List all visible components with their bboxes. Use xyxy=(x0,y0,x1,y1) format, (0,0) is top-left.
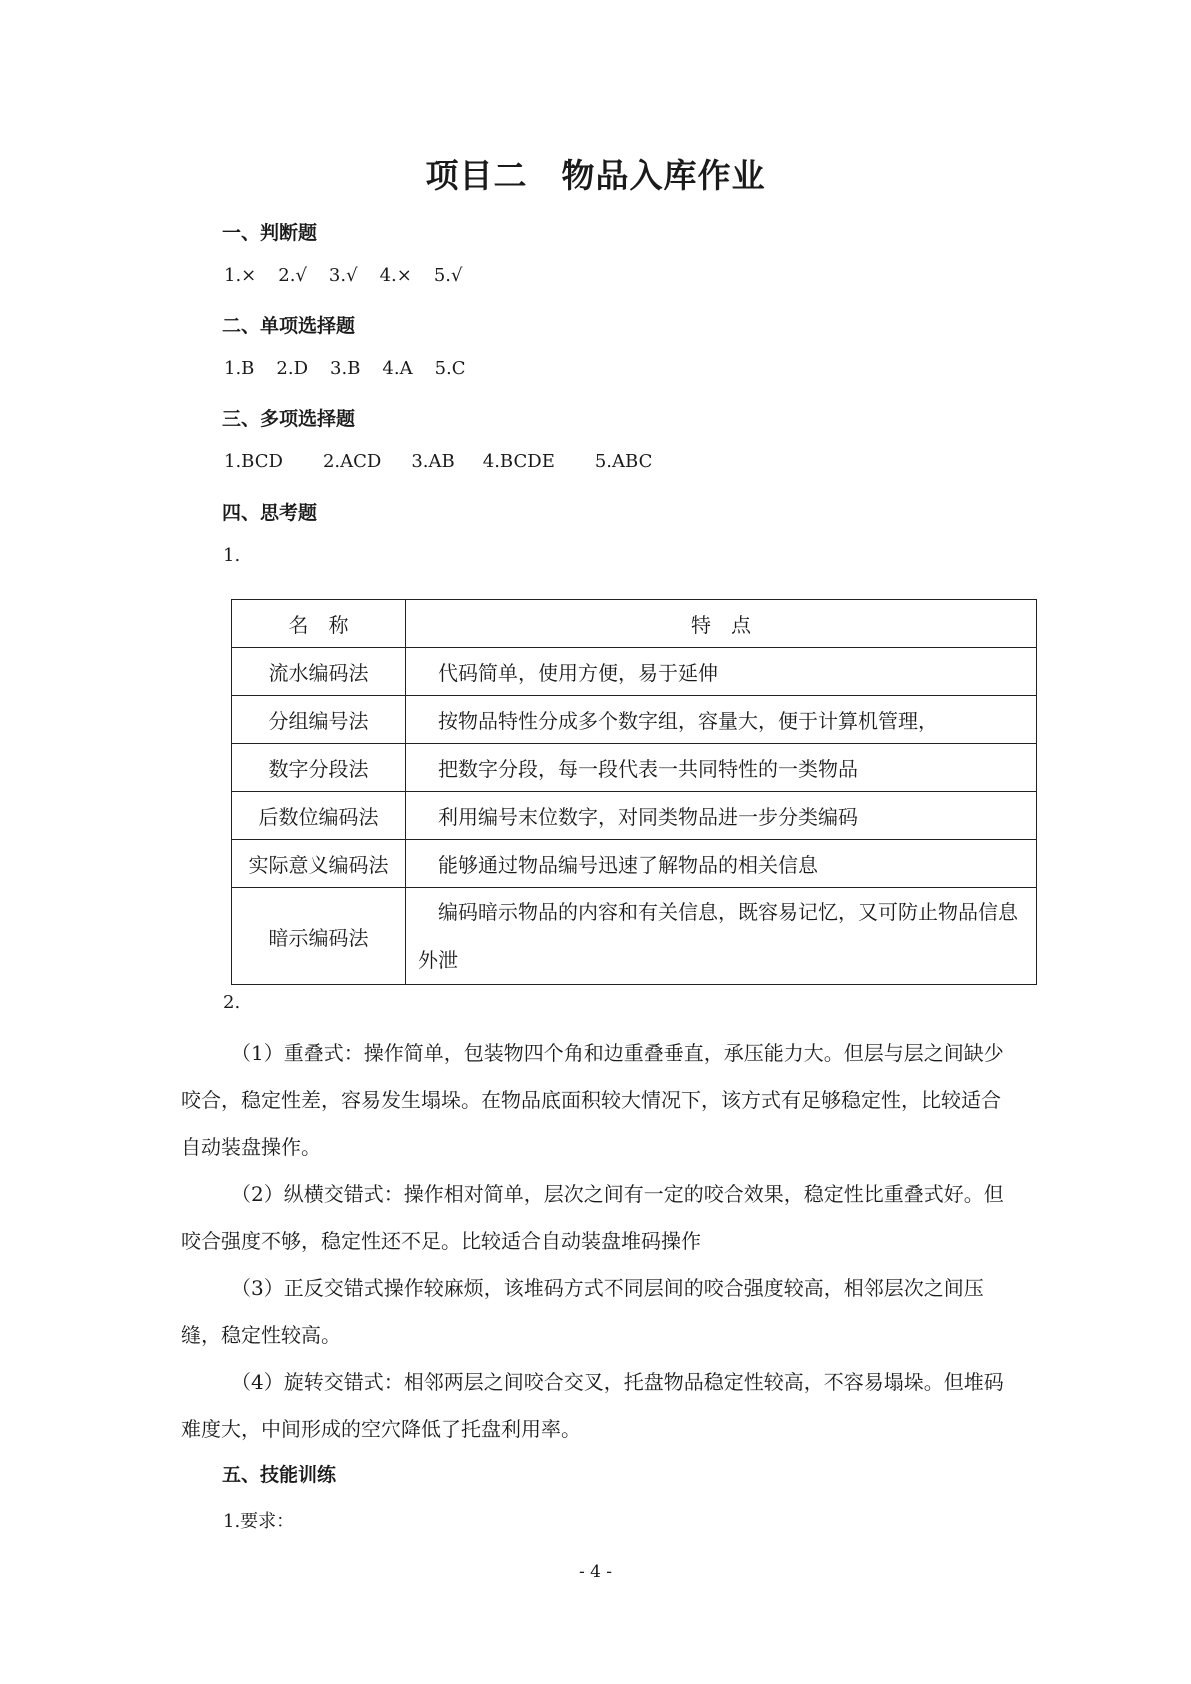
header-name: 名 称 xyxy=(232,600,406,648)
answer-item: 3.√ xyxy=(328,265,358,286)
method-name: 后数位编码法 xyxy=(232,792,406,840)
header-features: 特 点 xyxy=(406,600,1037,648)
table-row xyxy=(232,696,1037,744)
answer-paragraph-3: （3）正反交错式操作较麻烦，该堆码方式不同层间的咬合强度较高，相邻层次之间压缝，稳定性较高。 xyxy=(181,1276,984,1347)
section-heading-2: 二、单项选择题 xyxy=(222,315,356,337)
answers-single-choice xyxy=(224,358,488,379)
answers-true-false xyxy=(224,265,485,286)
answer-item: 1.BCD xyxy=(224,451,283,472)
coding-methods-table xyxy=(231,599,1037,985)
skill-item-1: 1.要求： xyxy=(223,1511,295,1532)
method-name: 分组编号法 xyxy=(232,696,406,744)
answer-item: 1.B xyxy=(224,358,255,379)
answer-item: 3.B xyxy=(330,358,361,379)
method-desc: 能够通过物品编号迅速了解物品的相关信息 xyxy=(406,840,1037,888)
answer-item: 2.ACD xyxy=(322,451,382,472)
answers-multi-choice xyxy=(224,451,674,472)
method-name: 暗示编码法 xyxy=(232,888,406,985)
answer-item: 2.√ xyxy=(278,265,307,286)
answer-item: 4.× xyxy=(379,265,412,286)
method-desc: 编码暗示物品的内容和有关信息，既容易记忆，又可防止物品信息外泄 xyxy=(406,888,1037,985)
answer-paragraph-2: （2）纵横交错式：操作相对简单，层次之间有一定的咬合效果，稳定性比重叠式好。但咬合强度不够，稳定性还不足。比较适合自动装盘堆码操作 xyxy=(181,1182,1004,1253)
answer-item: 4.BCDE xyxy=(482,451,555,472)
answer-item: 1.× xyxy=(224,265,257,286)
answer-item: 3.AB xyxy=(411,451,455,472)
table-header-row xyxy=(232,600,1037,648)
answer-item: 5.C xyxy=(434,358,466,379)
question-1-label: 1. xyxy=(223,545,241,566)
answer-item: 4.A xyxy=(382,358,413,379)
answer-item: 5.√ xyxy=(433,265,463,286)
title-part-1: 项目二 xyxy=(425,156,528,195)
page-number: - 4 - xyxy=(578,1562,613,1582)
table-row xyxy=(232,744,1037,792)
method-desc: 代码简单，使用方便，易于延伸 xyxy=(406,648,1037,696)
section-heading-1: 一、判断题 xyxy=(222,222,318,244)
table-row xyxy=(232,888,1037,985)
table-row xyxy=(232,648,1037,696)
section-heading-3: 三、多项选择题 xyxy=(222,408,356,430)
question-2-label: 2. xyxy=(223,992,241,1013)
method-desc: 把数字分段，每一段代表一共同特性的一类物品 xyxy=(406,744,1037,792)
table-row xyxy=(232,840,1037,888)
title-part-2: 物品入库作业 xyxy=(561,156,766,195)
answer-paragraph-1: （1）重叠式：操作简单，包装物四个角和边重叠垂直，承压能力大。但层与层之间缺少咬合，稳定性差，容易发生塌垛。在物品底面积较大情况下，该方式有足够稳定性，比较适合自动装盘操作。 xyxy=(181,1041,1004,1159)
method-name: 实际意义编码法 xyxy=(232,840,406,888)
answer-item: 2.D xyxy=(276,358,309,379)
method-name: 流水编码法 xyxy=(232,648,406,696)
answer-paragraph-4: （4）旋转交错式：相邻两层之间咬合交叉，托盘物品稳定性较高，不容易塌垛。但堆码难度大，中间形成的空穴降低了托盘利用率。 xyxy=(181,1370,1004,1441)
answer-item: 5.ABC xyxy=(594,451,653,472)
method-desc: 利用编号末位数字，对同类物品进一步分类编码 xyxy=(406,792,1037,840)
section-heading-5: 五、技能训练 xyxy=(222,1464,337,1486)
method-desc: 按物品特性分成多个数字组，容量大，便于计算机管理， xyxy=(406,696,1037,744)
table-row xyxy=(232,792,1037,840)
section-heading-4: 四、思考题 xyxy=(222,502,318,524)
method-name: 数字分段法 xyxy=(232,744,406,792)
page-title xyxy=(0,150,1191,197)
